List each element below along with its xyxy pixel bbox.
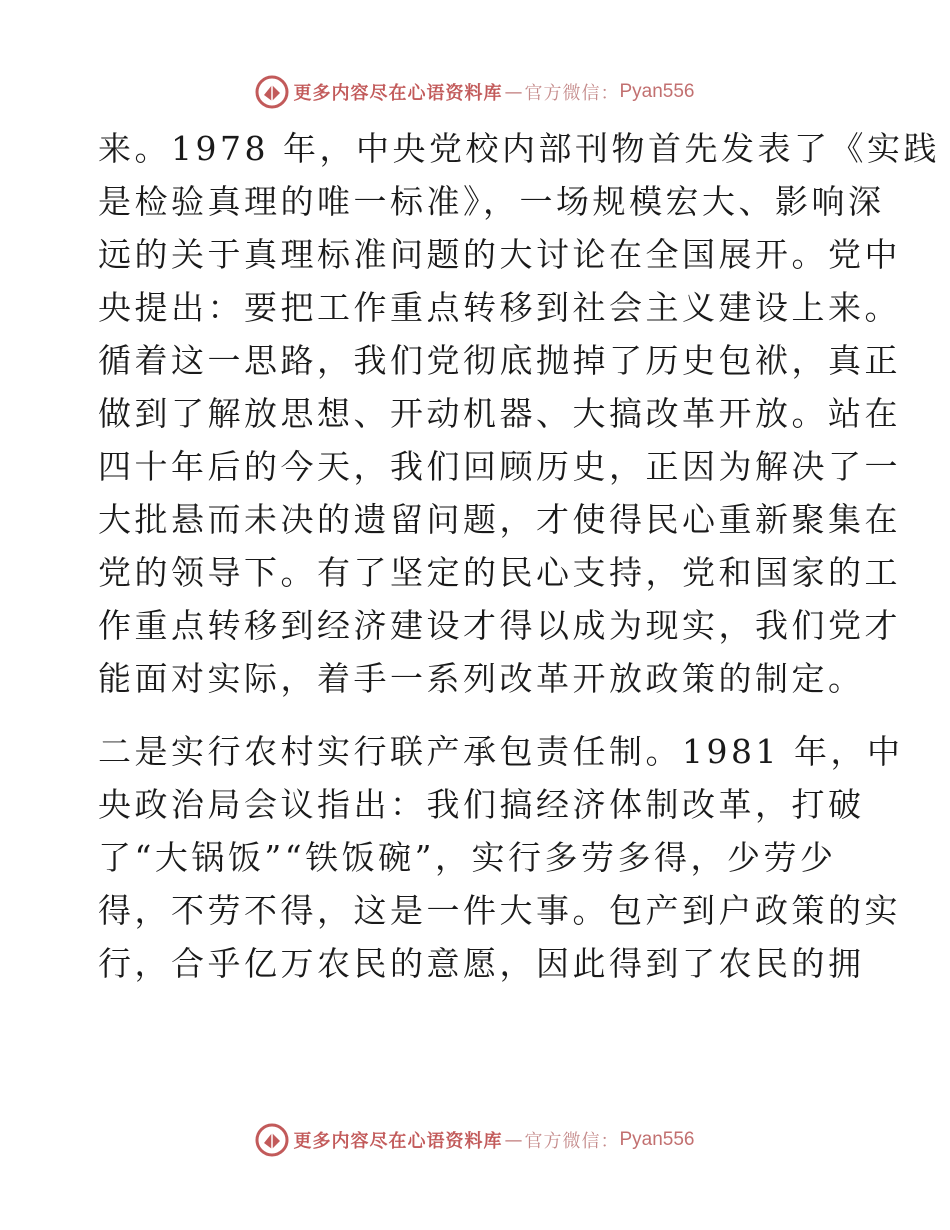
leaf-cube-logo-icon bbox=[255, 1123, 289, 1157]
watermark-official-label: 官方微信： bbox=[524, 83, 620, 104]
text-line: 了“大锅饭”“铁饭碗”，实行多劳多得，少劳少 bbox=[98, 838, 837, 877]
watermark-brand: 更多内容尽在心语资料库 bbox=[293, 1131, 503, 1152]
text-line: 得，不劳不得，这是一件大事。包产到户政策的实 bbox=[98, 891, 901, 930]
watermark-dash: — bbox=[504, 81, 523, 103]
watermark-dash: — bbox=[504, 1129, 523, 1151]
text-line: 央提出：要把工作重点转移到社会主义建设上来。 bbox=[98, 288, 901, 327]
text-line: 大批悬而未决的遗留问题，才使得民心重新聚集在 bbox=[98, 500, 901, 539]
watermark-wechat-id: Pyan556 bbox=[619, 1129, 695, 1150]
text-line: 远的关于真理标准问题的大讨论在全国展开。党中 bbox=[98, 235, 901, 274]
text-line: 是检验真理的唯一标准》，一场规模宏大、影响深 bbox=[98, 182, 885, 221]
leaf-cube-logo-icon bbox=[255, 75, 289, 109]
text-line: 能面对实际，着手一系列改革开放政策的制定。 bbox=[98, 659, 865, 698]
header-watermark bbox=[0, 72, 950, 112]
text-line: 行，合乎亿万农民的意愿，因此得到了农民的拥 bbox=[98, 944, 865, 983]
text-line: 做到了解放思想、开动机器、大搞改革开放。站在 bbox=[98, 394, 901, 433]
text-line: 二是实行农村实行联产承包责任制。1981 年，中 bbox=[98, 732, 904, 771]
watermark-official-label: 官方微信： bbox=[524, 1131, 620, 1152]
text-line: 来。1978 年，中央党校内部刊物首先发表了《实践 bbox=[98, 129, 940, 168]
footer-watermark bbox=[0, 1120, 950, 1160]
paragraph bbox=[98, 122, 940, 705]
text-line: 党的领导下。有了坚定的民心支持，党和国家的工 bbox=[98, 553, 901, 592]
watermark-wechat-id: Pyan556 bbox=[619, 81, 695, 102]
text-line: 循着这一思路，我们党彻底抛掉了历史包袱，真正 bbox=[98, 341, 901, 380]
text-line: 央政治局会议指出：我们搞经济体制改革，打破 bbox=[98, 785, 865, 824]
watermark-brand: 更多内容尽在心语资料库 bbox=[293, 83, 503, 104]
paragraph bbox=[98, 725, 904, 990]
text-line: 作重点转移到经济建设才得以成为现实，我们党才 bbox=[98, 606, 901, 645]
document-body bbox=[98, 122, 940, 990]
text-line: 四十年后的今天，我们回顾历史，正因为解决了一 bbox=[98, 447, 901, 486]
